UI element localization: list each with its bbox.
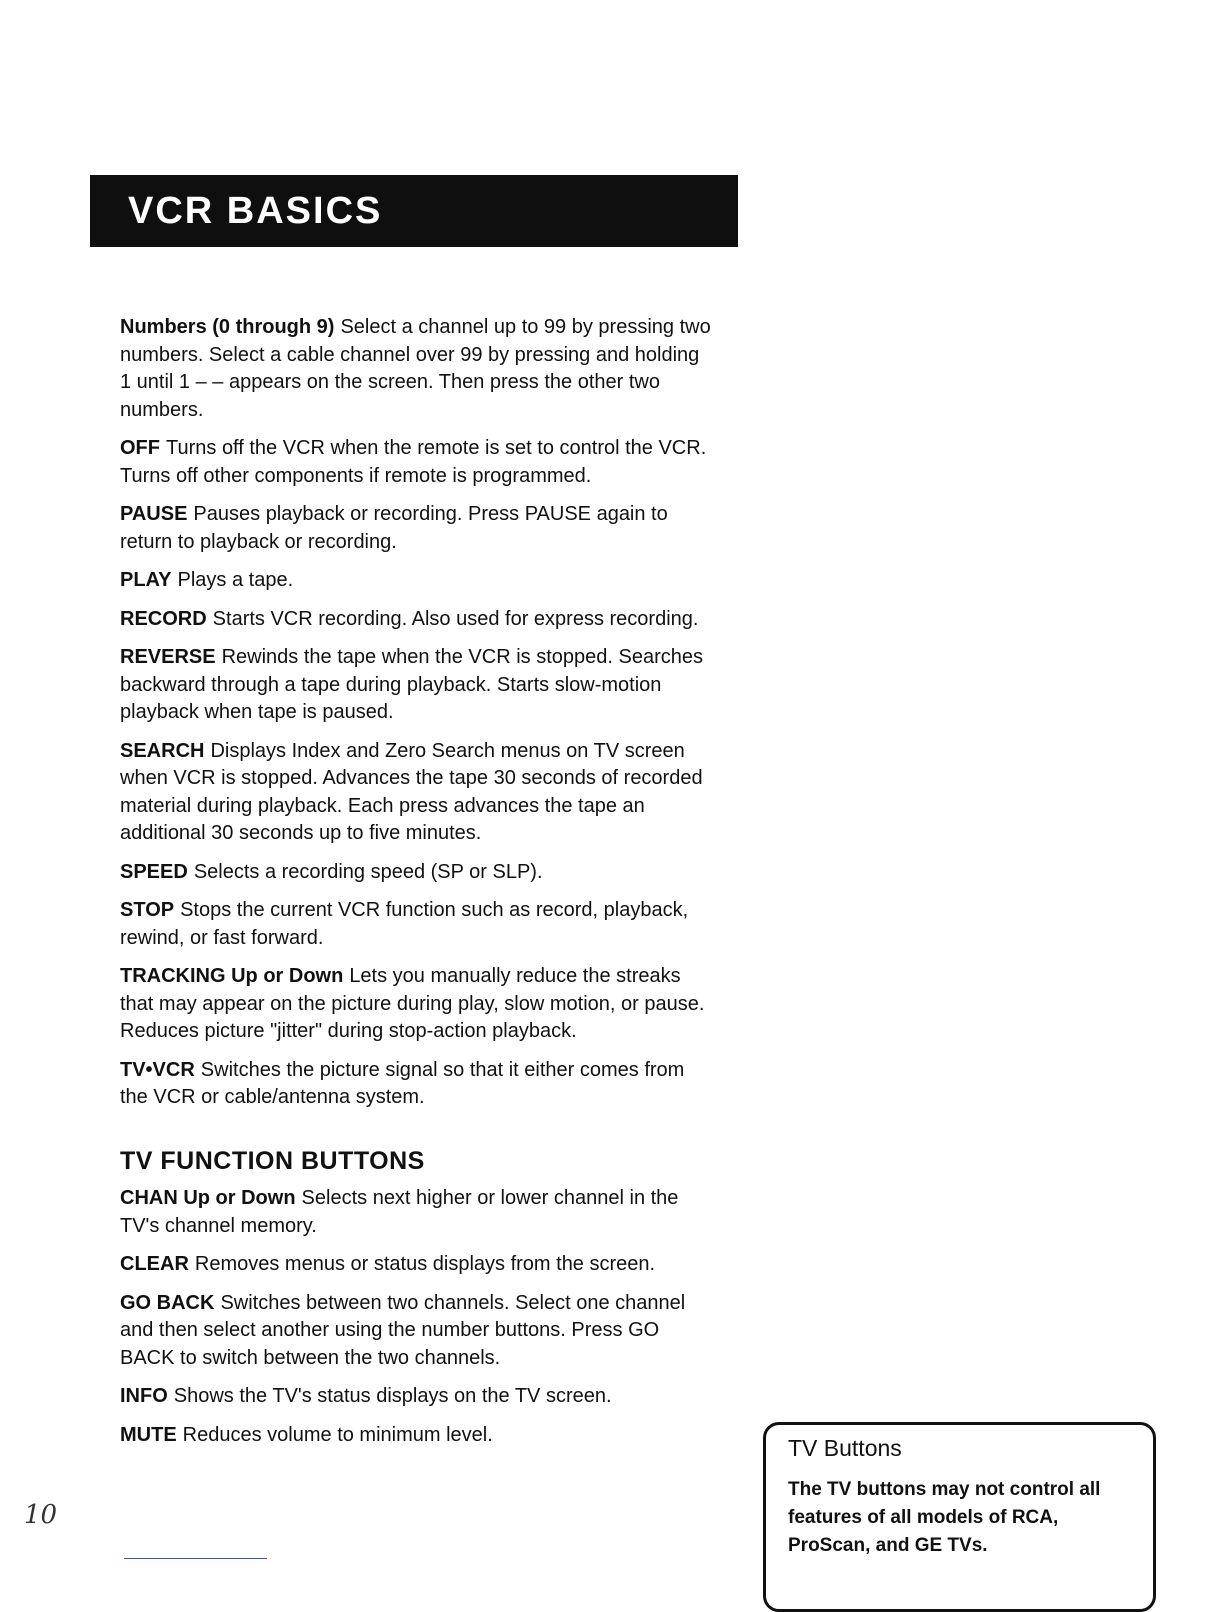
entry-term: Numbers (0 through 9) — [120, 316, 335, 338]
entry-term: CHAN Up or Down — [120, 1187, 296, 1209]
list-item — [120, 501, 715, 556]
entry-description: Shows the TV's status displays on the TV screen. — [173, 1385, 612, 1407]
list-item — [120, 435, 715, 490]
entry-term: RECORD — [120, 607, 207, 630]
entry-description: Starts VCR recording. Also used for express recording. — [212, 607, 699, 630]
entry-description: Turns off the VCR when the remote is set to control the VCR. Turns off other components if remote is programmed. — [120, 437, 707, 487]
entry-description: Plays a tape. — [177, 569, 294, 591]
entry-description: Lets you manually reduce the streaks that may appear on the picture during play, slow motion, or pause. Reduces picture "jitter" during stop-action playback. — [120, 965, 705, 1042]
page-title: VCR BASICS — [128, 189, 383, 232]
entry-term: REVERSE — [120, 646, 216, 668]
note-text: The TV buttons may not control all features of all models of RCA, ProScan, and GE TVs. — [788, 1479, 1101, 1556]
entry-term: STOP — [120, 899, 175, 921]
entry-description: Selects a recording speed (SP or SLP). — [193, 860, 543, 883]
entry-term: CLEAR — [120, 1253, 189, 1275]
list-item — [120, 1251, 715, 1279]
list-item — [120, 1290, 715, 1373]
entry-term: TV•VCR — [120, 1058, 195, 1081]
note-title: TV Buttons — [788, 1435, 902, 1461]
list-item — [120, 1422, 715, 1450]
entry-term: GO BACK — [120, 1291, 215, 1314]
footer-rule — [124, 1558, 267, 1559]
entry-description: Switches between two channels. Select one channel and then select another using the number buttons. Press GO BACK to switch between the two channels. — [120, 1291, 686, 1369]
entry-term: MUTE — [120, 1423, 177, 1446]
section-banner — [90, 175, 738, 247]
entry-term: OFF — [120, 437, 160, 459]
entry-term: SPEED — [120, 860, 188, 883]
main-content — [120, 314, 715, 1460]
entry-term: INFO — [120, 1385, 168, 1407]
list-item — [120, 606, 715, 634]
tv-button-list — [120, 1185, 715, 1449]
section-heading: TV FUNCTION BUTTONS — [120, 1146, 425, 1175]
list-item — [120, 963, 715, 1046]
list-item — [120, 1383, 715, 1411]
entry-description: Switches the picture signal so that it either comes from the VCR or cable/antenna system. — [120, 1058, 685, 1108]
list-item — [120, 859, 715, 887]
entry-description: Select a channel up to 99 by pressing two numbers. Select a cable channel over 99 by pressing and holding 1 until 1 – – appears on the screen. Then press the other two numbers. — [120, 316, 711, 421]
entry-description: Pauses playback or recording. Press PAUSE again to return to playback or recording. — [120, 503, 668, 553]
list-item — [120, 644, 715, 727]
entry-description: Stops the current VCR function such as record, playback, rewind, or fast forward. — [120, 899, 689, 949]
entry-description: Reduces volume to minimum level. — [182, 1423, 493, 1446]
entry-term: TRACKING Up or Down — [120, 965, 344, 987]
list-item — [120, 738, 715, 848]
entry-description: Selects next higher or lower channel in the TV's channel memory. — [120, 1187, 679, 1237]
page-number: 10 — [24, 1500, 58, 1530]
entry-term: PLAY — [120, 569, 172, 591]
entry-term: SEARCH — [120, 739, 205, 762]
list-item — [120, 1057, 715, 1112]
entry-term: PAUSE — [120, 503, 188, 525]
list-item — [120, 897, 715, 952]
entry-description: Displays Index and Zero Search menus on TV screen when VCR is stopped. Advances the tape 30 seconds of recorded material during playback. Each press advances the tape an additional 30 seconds up to five minutes. — [120, 739, 703, 844]
entry-description: Removes menus or status displays from the screen. — [194, 1253, 656, 1275]
vcr-button-list — [120, 314, 715, 1112]
list-item — [120, 567, 715, 595]
list-item — [120, 1185, 715, 1240]
list-item — [120, 314, 715, 424]
entry-description: Rewinds the tape when the VCR is stopped. Searches backward through a tape during playback. Starts slow-motion playback when tape is paused. — [120, 646, 703, 723]
